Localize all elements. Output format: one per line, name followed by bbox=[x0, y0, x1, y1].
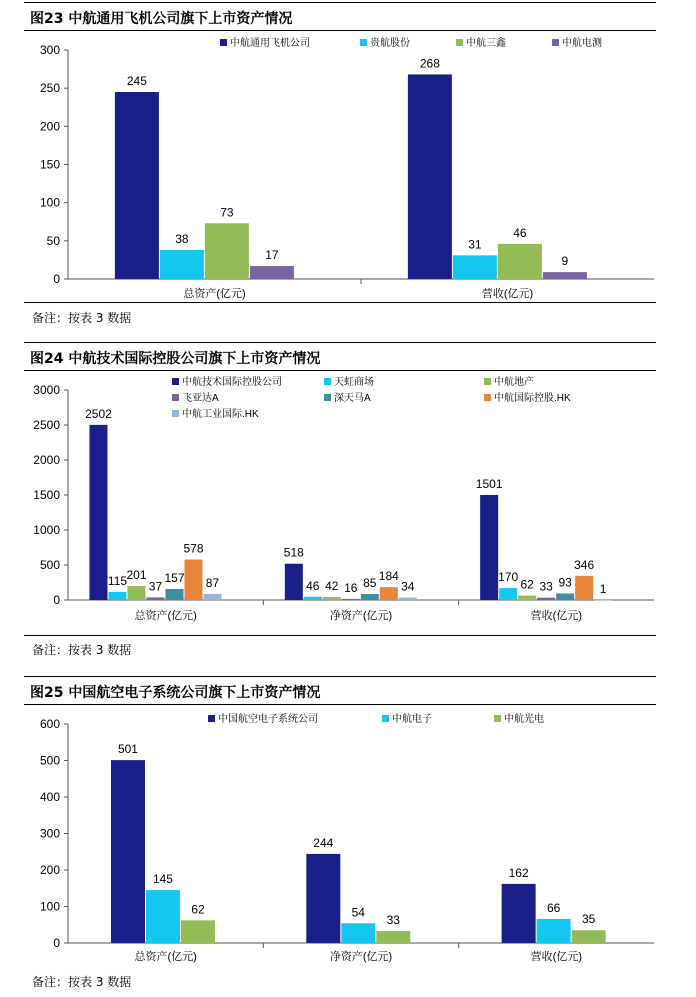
bar-chart-23 bbox=[24, 32, 656, 312]
y-tick-label: 150 bbox=[39, 157, 60, 172]
data-label: 1501 bbox=[475, 476, 503, 491]
data-label: 33 bbox=[539, 579, 553, 594]
chart-title: 图23 中航通用飞机公司旗下上市资产情况 bbox=[30, 11, 293, 27]
legend-swatch bbox=[494, 715, 501, 722]
bar bbox=[146, 890, 180, 943]
data-label: 46 bbox=[306, 578, 320, 593]
bar-chart-25 bbox=[24, 706, 656, 996]
chart-note: 备注：按表 3 数据 bbox=[32, 643, 132, 657]
y-tick-label: 1500 bbox=[33, 488, 60, 502]
legend-label: 贵航股份 bbox=[370, 38, 410, 49]
y-tick-label: 300 bbox=[39, 43, 60, 57]
bar bbox=[205, 223, 249, 279]
y-tick-label: 1000 bbox=[33, 523, 60, 537]
legend-label: 中国航空电子系统公司 bbox=[218, 714, 318, 725]
divider bbox=[24, 302, 656, 303]
legend-label: 中航地产 bbox=[494, 377, 534, 388]
bar bbox=[89, 425, 107, 600]
data-label: 268 bbox=[419, 56, 440, 71]
data-label: 1 bbox=[599, 581, 607, 596]
chart-section-25 bbox=[24, 674, 656, 997]
legend-swatch bbox=[172, 410, 179, 417]
bar bbox=[380, 587, 398, 600]
y-tick-label: 0 bbox=[53, 272, 60, 286]
legend-swatch bbox=[552, 39, 559, 46]
bar bbox=[146, 597, 164, 600]
bar bbox=[518, 596, 536, 600]
bar bbox=[342, 599, 360, 600]
data-label: 145 bbox=[152, 872, 173, 887]
bar bbox=[376, 931, 410, 943]
bar bbox=[160, 250, 204, 279]
data-label: 115 bbox=[107, 573, 128, 588]
y-tick-label: 3000 bbox=[33, 383, 60, 397]
bar bbox=[181, 920, 215, 943]
category-label: 总资产(亿元) bbox=[134, 951, 197, 963]
bar bbox=[408, 74, 452, 279]
legend-swatch bbox=[208, 715, 215, 722]
legend-swatch bbox=[324, 378, 331, 385]
data-label: 501 bbox=[117, 742, 138, 757]
y-tick-label: 50 bbox=[46, 233, 60, 248]
y-tick-label: 100 bbox=[39, 195, 60, 210]
legend-swatch bbox=[360, 39, 367, 46]
bar bbox=[115, 92, 159, 279]
legend-label: 中航国际控股.HK bbox=[494, 393, 571, 404]
data-label: 201 bbox=[126, 567, 147, 582]
bar bbox=[108, 592, 126, 600]
chart-title: 图25 中国航空电子系统公司旗下上市资产情况 bbox=[30, 685, 321, 701]
legend-label: 中航技术国际控股公司 bbox=[182, 377, 282, 388]
legend-label: 中航通用飞机公司 bbox=[230, 38, 310, 49]
y-tick-label: 200 bbox=[39, 119, 60, 134]
data-label: 93 bbox=[558, 575, 572, 590]
data-label: 66 bbox=[546, 900, 561, 915]
category-label: 净资产(亿元) bbox=[329, 951, 393, 963]
y-tick-label: 0 bbox=[53, 936, 60, 950]
bar bbox=[203, 594, 221, 600]
data-label: 38 bbox=[175, 231, 189, 246]
data-label: 157 bbox=[164, 571, 185, 586]
legend-swatch bbox=[172, 378, 179, 385]
category-label: 营收(亿元) bbox=[530, 610, 582, 622]
data-label: 46 bbox=[513, 225, 527, 240]
legend-label: 中航电子 bbox=[392, 714, 432, 725]
legend-swatch bbox=[484, 394, 491, 401]
legend-swatch bbox=[324, 394, 331, 401]
legend-label: 中航电测 bbox=[562, 38, 602, 49]
category-label: 总资产(亿元) bbox=[183, 288, 246, 300]
data-label: 33 bbox=[386, 912, 400, 927]
data-label: 35 bbox=[581, 912, 596, 927]
y-tick-label: 500 bbox=[39, 558, 60, 572]
chart-title: 图24 中航技术国际控股公司旗下上市资产情况 bbox=[30, 351, 321, 367]
chart-section-24 bbox=[24, 340, 656, 662]
data-label: 34 bbox=[401, 579, 415, 594]
bar bbox=[306, 854, 340, 943]
legend-swatch bbox=[382, 715, 389, 722]
bar bbox=[111, 760, 145, 943]
chart-section-23 bbox=[24, 0, 656, 332]
data-label: 17 bbox=[265, 248, 279, 263]
bar bbox=[537, 919, 571, 943]
y-tick-label: 600 bbox=[39, 717, 60, 731]
bar bbox=[250, 266, 294, 279]
data-label: 73 bbox=[220, 205, 234, 220]
bar bbox=[502, 884, 536, 943]
bar bbox=[594, 600, 612, 601]
y-tick-label: 250 bbox=[39, 81, 60, 96]
bar bbox=[341, 923, 375, 943]
legend-label: 飞亚达A bbox=[182, 393, 219, 404]
category-label: 营收(亿元) bbox=[530, 951, 582, 963]
category-label: 营收(亿元) bbox=[481, 288, 534, 300]
data-label: 87 bbox=[205, 575, 220, 590]
bar bbox=[498, 244, 542, 279]
data-label: 31 bbox=[468, 237, 482, 252]
bar bbox=[304, 597, 322, 600]
data-label: 346 bbox=[574, 557, 595, 572]
legend-swatch bbox=[220, 39, 227, 46]
data-label: 16 bbox=[344, 580, 358, 595]
bar bbox=[399, 598, 417, 600]
data-label: 85 bbox=[363, 576, 377, 591]
bar bbox=[575, 576, 593, 600]
y-tick-label: 300 bbox=[39, 826, 60, 841]
bar bbox=[556, 593, 574, 600]
data-label: 518 bbox=[283, 545, 304, 560]
category-label: 总资产(亿元) bbox=[134, 610, 197, 622]
data-label: 244 bbox=[313, 835, 334, 850]
data-label: 37 bbox=[148, 579, 163, 594]
y-tick-label: 2500 bbox=[33, 418, 60, 432]
y-tick-label: 400 bbox=[39, 790, 60, 804]
legend-label: 中航光电 bbox=[504, 714, 544, 725]
y-tick-label: 200 bbox=[39, 863, 60, 877]
bar-chart-24 bbox=[24, 372, 656, 668]
legend-swatch bbox=[484, 378, 491, 385]
category-label: 净资产(亿元) bbox=[329, 610, 393, 622]
bar bbox=[453, 255, 497, 279]
data-label: 245 bbox=[126, 73, 147, 88]
data-label: 62 bbox=[520, 577, 534, 592]
bar bbox=[285, 564, 303, 600]
legend-swatch bbox=[456, 39, 463, 46]
divider bbox=[24, 635, 656, 636]
chart-note: 备注：按表 3 数据 bbox=[32, 975, 132, 989]
bar bbox=[361, 594, 379, 600]
title-bar bbox=[24, 342, 656, 371]
data-label: 62 bbox=[191, 902, 205, 917]
bar bbox=[184, 560, 202, 600]
legend-label: 深天马A bbox=[334, 393, 371, 404]
bar bbox=[165, 589, 183, 600]
bar bbox=[480, 495, 498, 600]
y-tick-label: 2000 bbox=[33, 453, 60, 467]
legend-label: 中航工业国际.HK bbox=[182, 409, 259, 420]
y-tick-label: 0 bbox=[53, 593, 60, 607]
bar bbox=[543, 272, 587, 279]
data-label: 578 bbox=[183, 541, 204, 556]
data-label: 162 bbox=[508, 865, 529, 880]
bar bbox=[323, 597, 341, 600]
y-tick-label: 100 bbox=[39, 899, 60, 914]
data-label: 2502 bbox=[85, 406, 112, 421]
title-bar bbox=[24, 676, 656, 705]
legend-label: 中航三鑫 bbox=[466, 38, 506, 49]
y-tick-label: 500 bbox=[39, 753, 60, 768]
data-label: 42 bbox=[325, 579, 339, 594]
title-bar bbox=[24, 2, 656, 31]
bar bbox=[127, 586, 145, 600]
chart-note: 备注：按表 3 数据 bbox=[32, 311, 132, 325]
legend-swatch bbox=[172, 394, 179, 401]
bar bbox=[537, 598, 555, 600]
bar bbox=[499, 588, 517, 600]
bar bbox=[572, 930, 606, 943]
data-label: 9 bbox=[561, 254, 569, 269]
data-label: 54 bbox=[351, 905, 365, 920]
legend-label: 天虹商场 bbox=[334, 377, 374, 388]
data-label: 184 bbox=[378, 569, 399, 584]
data-label: 170 bbox=[498, 570, 519, 585]
